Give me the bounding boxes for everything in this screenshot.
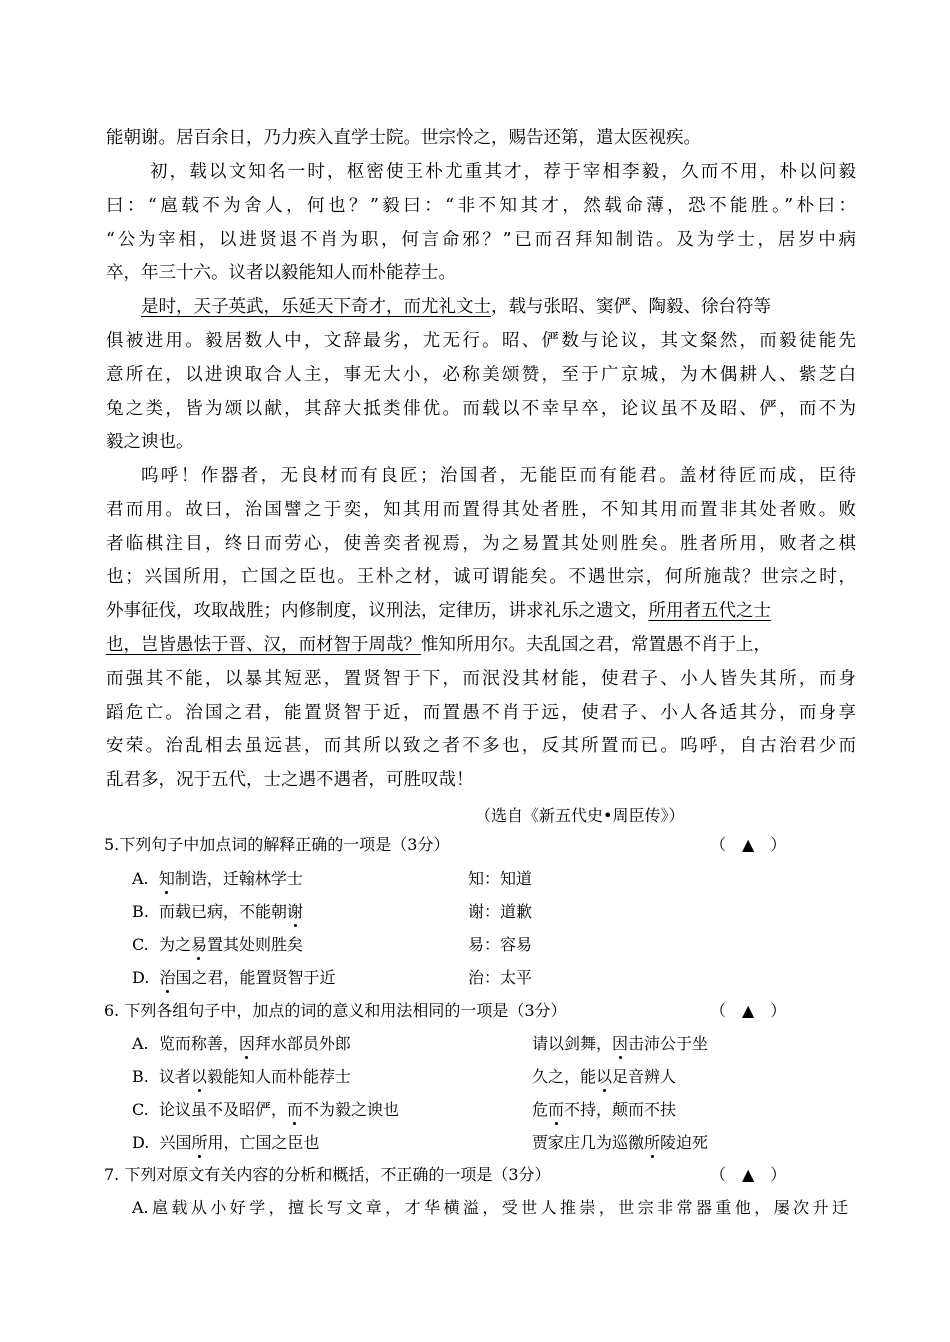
passage-line-9: 兔之类，皆为颂以献，其辞大抵类俳优。而载以不幸早卒，论议虽不及昭、俨，而不为 [106, 399, 856, 419]
q6-option-d [132, 1130, 320, 1153]
q7-option-a: A.扈载从小好学，擅长写文章，才华横溢，受世人推崇，世宗非常器重他，屡次升迁 [132, 1198, 848, 1217]
q6-option-b-right [532, 1064, 676, 1087]
q5-option-c-gloss: 易：容易 [468, 935, 533, 954]
q6-option-d-right [532, 1130, 708, 1153]
passage-line-6 [141, 296, 856, 318]
option-text-pre: 而载已病，不能朝 [159, 902, 288, 921]
q7-stem: 7. 下列对原文有关内容的分析和概括，不正确的一项是（3分） [104, 1165, 551, 1184]
option-text-post: 国之君，能置贤智于近 [175, 968, 336, 987]
q5-option-b-gloss: 谢：道歉 [468, 902, 533, 921]
option-letter: B. [132, 902, 149, 921]
option-text-pre: 览而称善， [158, 1034, 239, 1053]
passage-line-19: 安荣。治乱相去虽远甚，而其所以致之者不多也，反其所置而已。呜呼，自古治君少而 [106, 736, 856, 756]
option-text-post: 不持，颠而不扶 [564, 1100, 677, 1119]
dotted-word: 以 [596, 1067, 613, 1086]
option-text-pre: 兴国 [159, 1133, 192, 1152]
option-text-post: 毅能知人而朴能荐士 [207, 1067, 352, 1086]
passage-line-18: 蹈危亡。治国之君，能置贤智于近，而置愚不肖于远，使君子、小人各适其分，而身享 [106, 703, 856, 723]
dotted-word: 因 [612, 1034, 629, 1053]
q5-option-d-gloss: 治：太平 [468, 968, 533, 987]
q5-option-b [132, 899, 303, 922]
dotted-word: 所 [644, 1133, 661, 1152]
passage-line-6-rest: ，载与张昭、窦俨、陶毅、徐台符等 [491, 297, 771, 317]
underlined-sentence-2b: 也，岂皆愚怯于晋、汉，而材智于周哉？ [106, 635, 421, 655]
q5-option-a [132, 866, 303, 889]
q6-option-b [132, 1064, 351, 1087]
option-text-pre: 贾家庄几为巡徼 [532, 1133, 645, 1152]
option-text-post: 击沛公于坐 [628, 1034, 709, 1053]
dotted-word: 而 [548, 1100, 565, 1119]
option-text-pre: 议者 [159, 1067, 192, 1086]
dotted-word: 知 [158, 869, 175, 888]
q6-stem: 6. 下列各组句子中，加点的词的意义和用法相同的一项是（3分） [104, 1001, 567, 1020]
q6-option-a [132, 1031, 351, 1054]
dotted-word: 而 [286, 1100, 303, 1119]
option-letter: C. [132, 1100, 149, 1119]
option-text-post: 足音辨人 [612, 1067, 677, 1086]
passage-line-13: 者临棋注目，终日而劳心，使善奕者视焉，为之易置其处则胜矣。胜者所用，败者之棋 [106, 534, 856, 554]
passage-line-16-rest: 惟知所用尔。夫乱国之君，常置愚不肖于上， [421, 635, 771, 655]
q5-option-c [132, 932, 303, 955]
option-text-pre: 请以剑舞， [532, 1034, 613, 1053]
passage-line-15-text: 外事征伐，攻取战胜；内修制度，议刑法，定律历，讲求礼乐之遗文， [106, 601, 649, 621]
option-letter: D. [132, 1133, 150, 1152]
q5-stem: 5.下列句子中加点词的解释正确的一项是（3分） [104, 835, 450, 854]
option-letter: B. [132, 1067, 149, 1086]
passage-line-20: 乱君多，况于五代，士之遇不遇者，可胜叹哉！ [106, 770, 474, 790]
q5-option-d [132, 965, 336, 988]
passage-line-11: 呜呼！作器者，无良材而有良匠；治国者，无能臣而有能君。盖材待匠而成，臣待 [141, 466, 856, 486]
option-text-post: 置其处则胜矣 [206, 935, 303, 954]
passage-line-5: 卒，年三十六。议者以毅能知人而朴能荐士。 [106, 263, 456, 283]
option-text-pre: 论议虽不及昭俨， [158, 1100, 287, 1119]
dotted-word: 所 [191, 1133, 208, 1152]
passage-line-15 [106, 600, 856, 622]
option-text-post: 用，亡国之臣也 [207, 1133, 320, 1152]
q6-option-c [132, 1097, 399, 1120]
dotted-word: 易 [190, 935, 207, 954]
option-letter: A. [132, 869, 149, 888]
passage-source: （选自《新五代史•周臣传》） [475, 806, 685, 825]
q5-answer-bracket: （ ▲ ） [710, 835, 787, 854]
dotted-word: 谢 [287, 902, 304, 921]
option-text-post: 不为毅之谀也 [302, 1100, 399, 1119]
option-text-pre: 为之 [158, 935, 191, 954]
q5-option-a-gloss: 知：知道 [468, 869, 533, 888]
option-text-post: 拜水部员外郎 [254, 1034, 351, 1053]
passage-line-10: 毅之谀也。 [106, 432, 194, 452]
option-letter: A. [132, 1034, 149, 1053]
option-letter: C. [132, 935, 149, 954]
passage-line-8: 意所在，以进谀取合人主，事无大小，必称美颂赞，至于广京城，为木偶耕人、紫芝白 [106, 365, 856, 385]
passage-line-1: 能朝谢。居百余日，乃力疾入直学士院。世宗怜之，赐告还第，遣太医视疾。 [106, 128, 701, 148]
passage-line-3: 曰：“扈载不为舍人，何也？”毅曰：“非不知其才，然载命薄，恐不能胜。”朴曰： [106, 196, 856, 216]
passage-line-14: 也；兴国所用，亡国之臣也。王朴之材，诚可谓能矣。不遇世宗，何所施哉？世宗之时， [106, 567, 856, 587]
passage-line-16 [106, 634, 856, 656]
underlined-sentence-1: 是时，天子英武，乐延天下奇才，而尤礼文士 [141, 297, 491, 317]
option-text-post: 制诰，迁翰林学士 [174, 869, 303, 888]
option-text-pre: 危 [532, 1100, 549, 1119]
q6-option-c-right [532, 1097, 676, 1120]
option-text-pre: 久之，能 [532, 1067, 597, 1086]
q6-answer-bracket: （ ▲ ） [710, 1001, 787, 1020]
dotted-word: 治 [159, 968, 176, 987]
passage-line-17: 而强其不能，以暴其短恶，置贤智于下，而泯没其材能，使君子、小人皆失其所，而身 [106, 669, 856, 689]
dotted-word: 因 [238, 1034, 255, 1053]
option-text-post: 陵迫死 [660, 1133, 709, 1152]
underlined-sentence-2a: 所用者五代之士 [648, 601, 771, 621]
passage-line-7: 俱被进用。毅居数人中，文辞最劣，尤无行。昭、俨数与论议，其文粲然，而毅徒能先 [106, 331, 856, 351]
passage-line-12: 君而用。故曰，治国譬之于奕，知其用而置得其处者胜，不知其用而置非其处者败。败 [106, 500, 856, 520]
passage-line-4: “公为宰相，以进贤退不肖为职，何言命邪？”已而召拜知制诰。及为学士，居岁中病 [106, 230, 856, 250]
passage-line-2: 初，载以文知名一时，枢密使王朴尤重其才，荐于宰相李毅，久而不用，朴以问毅 [150, 162, 856, 182]
q7-answer-bracket: （ ▲ ） [710, 1165, 787, 1184]
dotted-word: 以 [191, 1067, 208, 1086]
option-letter: D. [132, 968, 150, 987]
q6-option-a-right [532, 1031, 708, 1054]
